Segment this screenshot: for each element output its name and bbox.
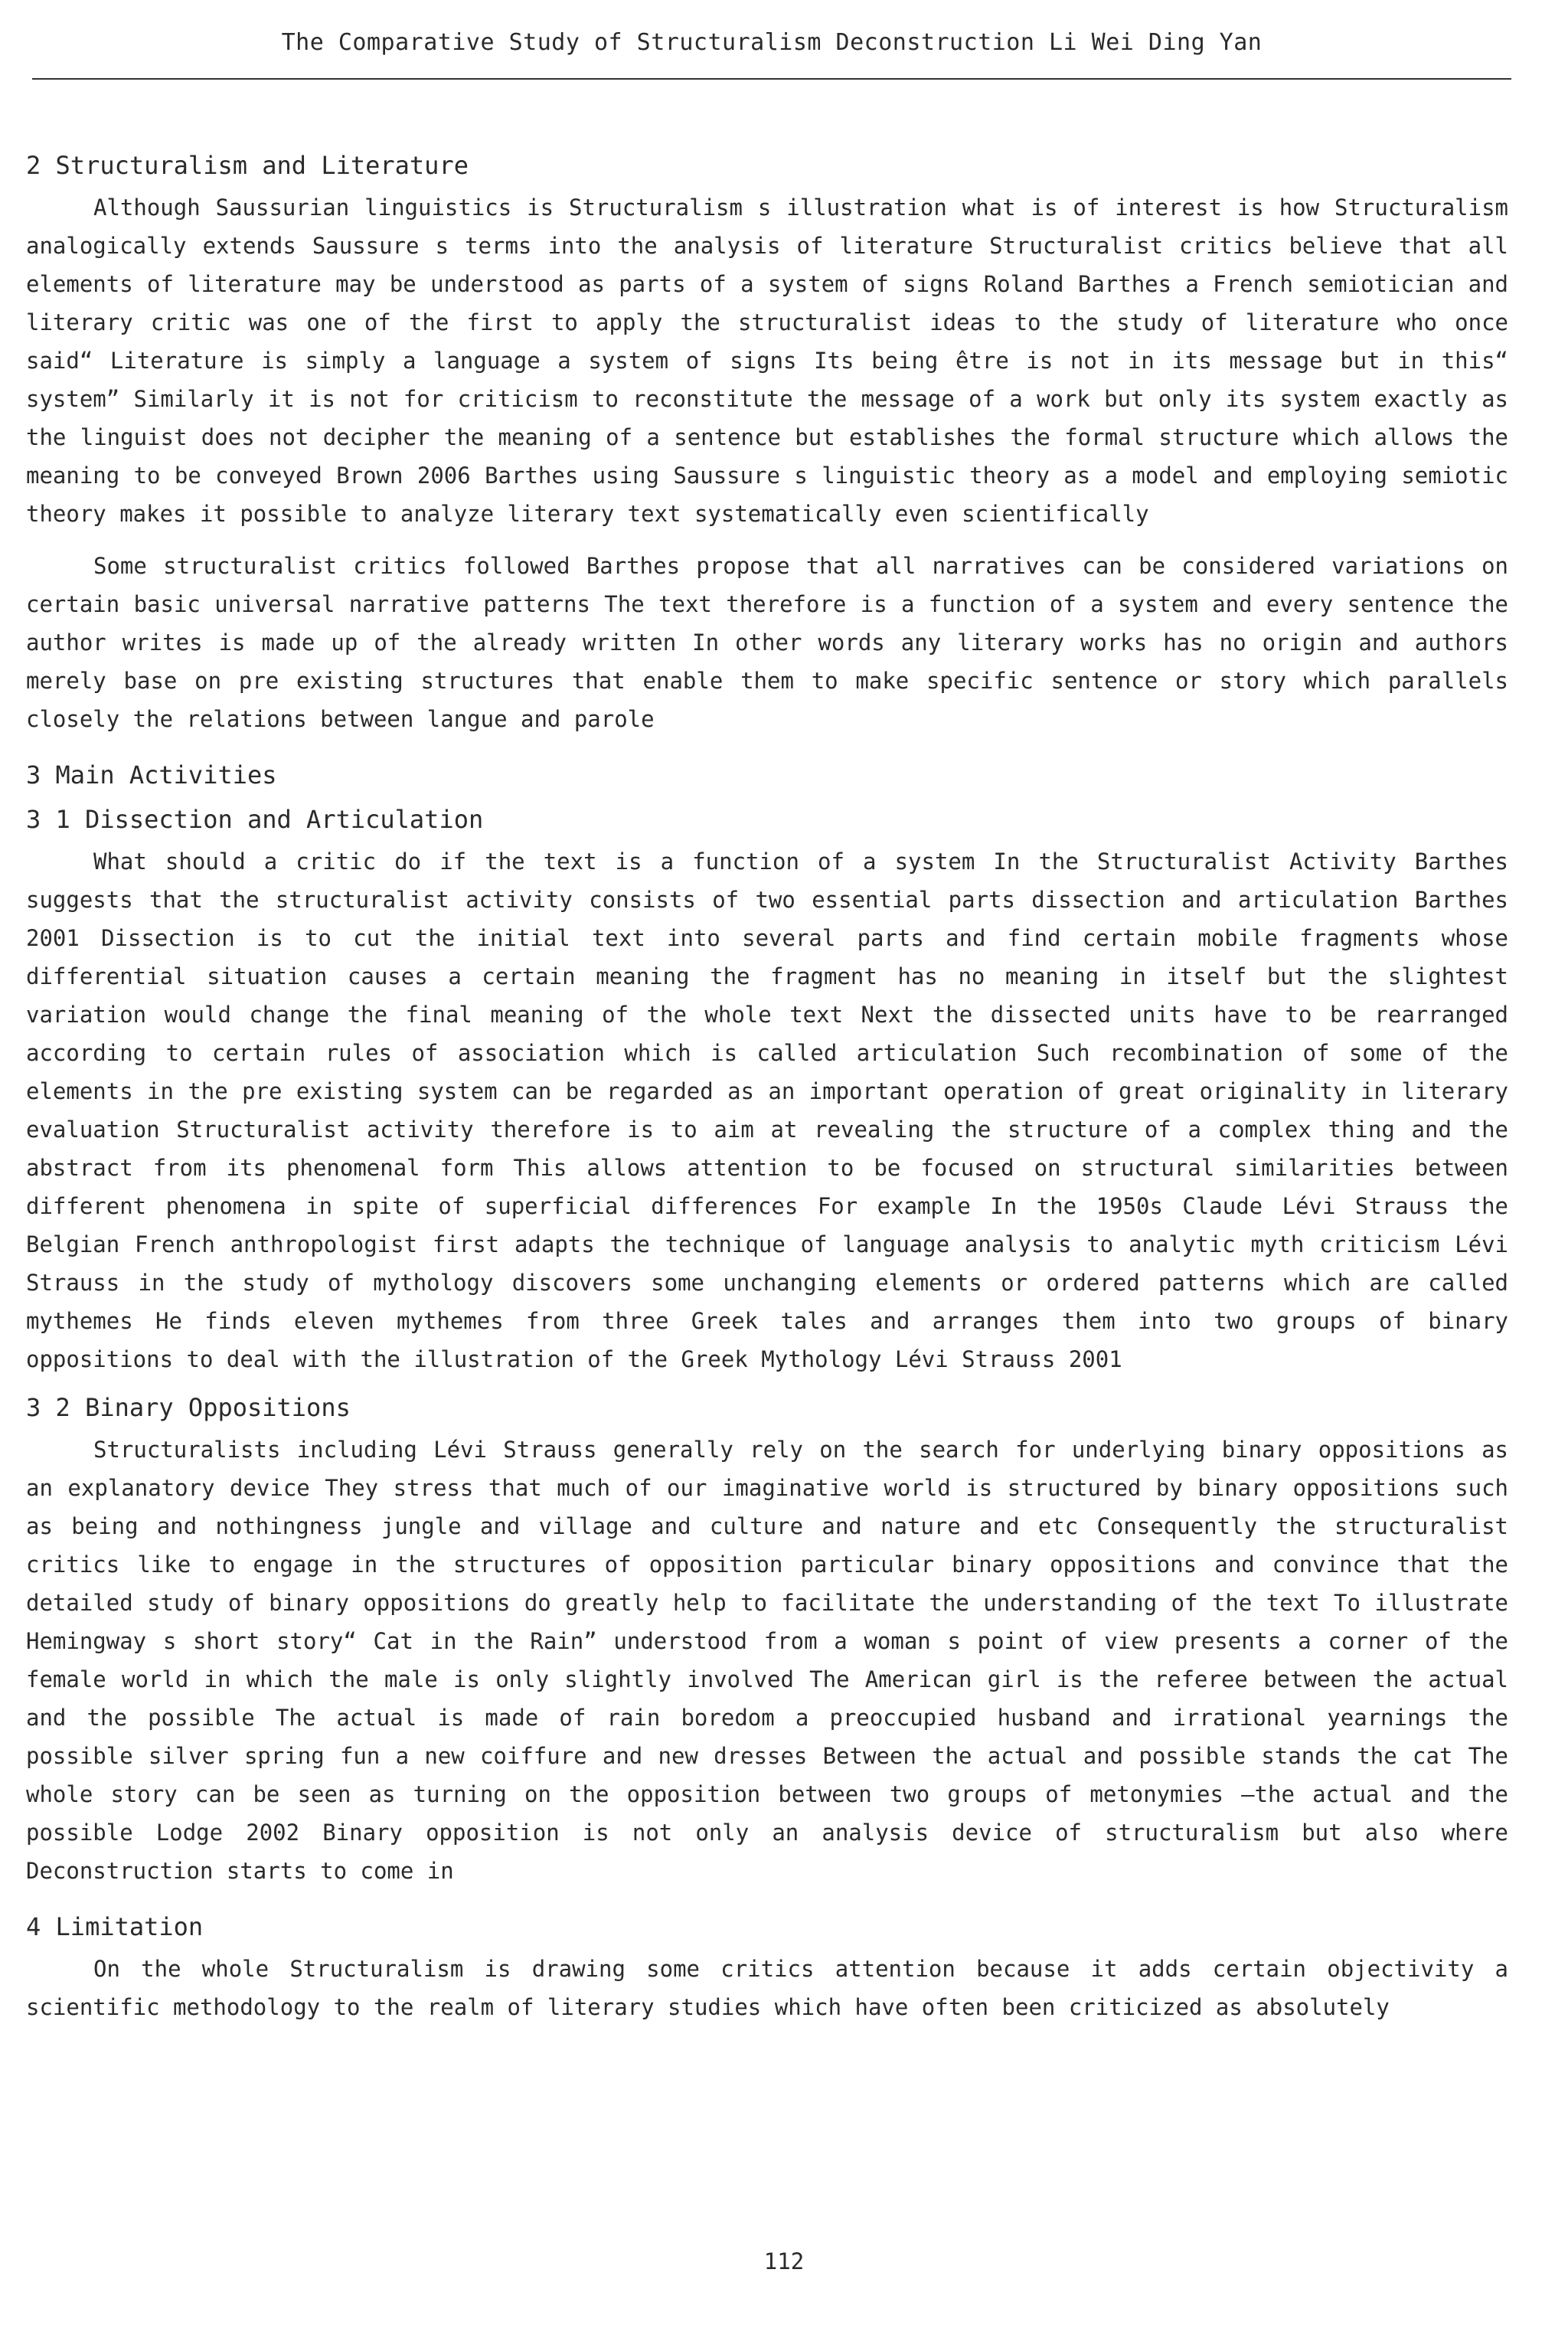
section-2-title: 2 Structuralism and Literature	[26, 151, 469, 180]
section-4-paragraph-1: On the whole Structuralism is drawing some critics attention because it adds certain objectivity a scientific methodology to the realm of literary studies which have often been criticized as absolutely	[26, 1956, 1508, 2020]
article-body	[26, 150, 1508, 2026]
subsection-3-2-paragraph: Structuralists including Lévi Strauss generally rely on the search for underlying binary oppositions as an explanatory device They stress that much of our imaginative world is structured by binary oppositions such as being and nothingness jungle and village and culture and nature and etc Consequently the structuralist critics like to engage in the structures of opposition particular binary oppositions and convince that the detailed study of binary oppositions do greatly help to facilitate the understanding of the text To illustrate Hemingway s short story“ Cat in the Rain” understood from a woman s point of view presents a corner of the female world in which the male is only slightly involved The American girl is the referee between the actual and the possible The actual is made of rain boredom a preoccupied husband and irrational yearnings the possible silver spring fun a new coiffure and new dresses Between the actual and possible stands the cat The whole story can be seen as turning on the opposition between two groups of metonymies —the actual and the possible Lodge 2002 Binary opposition is not only an analysis device of structuralism but also where Deconstruction starts to come in	[26, 1437, 1508, 1884]
section-2-paragraph-1: Although Saussurian linguistics is Structuralism s illustration what is of interest is how Structuralism analogically extends Saussure s terms into the analysis of literature Structuralist critics believe that all elements of literature may be understood as parts of a system of signs Roland Barthes a French semiotician and literary critic was one of the first to apply the structuralist ideas to the study of literature who once said“ Literature is simply a language a system of signs Its being être is not in its message but in this“ system” Similarly it is not for criticism to reconstitute the message of a work but only its system exactly as the linguist does not decipher the meaning of a sentence but establishes the formal structure which allows the meaning to be conveyed Brown 2006 Barthes using Saussure s linguistic theory as a model and employing semiotic theory makes it possible to analyze literary text systematically even scientifically	[26, 195, 1508, 527]
section-4-title: 4 Limitation	[26, 1912, 204, 1941]
subsection-3-1-paragraph: What should a critic do if the text is a function of a system In the Structuralist Activity Barthes suggests that the structuralist activity consists of two essential parts dissection and articulation Barthes 2001 Dissection is to cut the initial text into several parts and find certain mobile fragments whose differential situation causes a certain meaning the fragment has no meaning in itself but the slightest variation would change the final meaning of the whole text Next the dissected units have to be rearranged according to certain rules of association which is called articulation Such recombination of some of the elements in the pre existing system can be regarded as an important operation of great originality in literary evaluation Structuralist activity therefore is to aim at revealing the structure of a complex thing and the abstract from its phenomenal form This allows attention to be focused on structural similarities between different phenomena in spite of superficial differences For example In the 1950s Claude Lévi Strauss the Belgian French anthropologist first adapts the technique of language analysis to analytic myth criticism Lévi Strauss in the study of mythology discovers some unchanging elements or ordered patterns which are called mythemes He finds eleven mythemes from three Greek tales and arranges them into two groups of binary oppositions to deal with the illustration of the Greek Mythology Lévi Strauss 2001	[26, 849, 1508, 1372]
page-number: 112	[763, 2248, 805, 2274]
subsection-3-1-title: 3 1 Dissection and Articulation	[26, 805, 484, 834]
header-rule	[32, 78, 1511, 80]
subsection-3-2-title: 3 2 Binary Oppositions	[26, 1393, 351, 1422]
section-3-title: 3 Main Activities	[26, 760, 277, 790]
running-header: The Comparative Study of Structuralism Deconstruction Li Wei Ding Yan	[281, 29, 1263, 56]
section-2-paragraph-2: Some structuralist critics followed Barthes propose that all narratives can be considered variations on certain basic universal narrative patterns The text therefore is a function of a system and every sentence the author writes is made up of the already written In other words any literary works has no origin and authors merely base on pre existing structures that enable them to make specific sentence or story which parallels closely the relations between langue and parole	[26, 553, 1508, 732]
